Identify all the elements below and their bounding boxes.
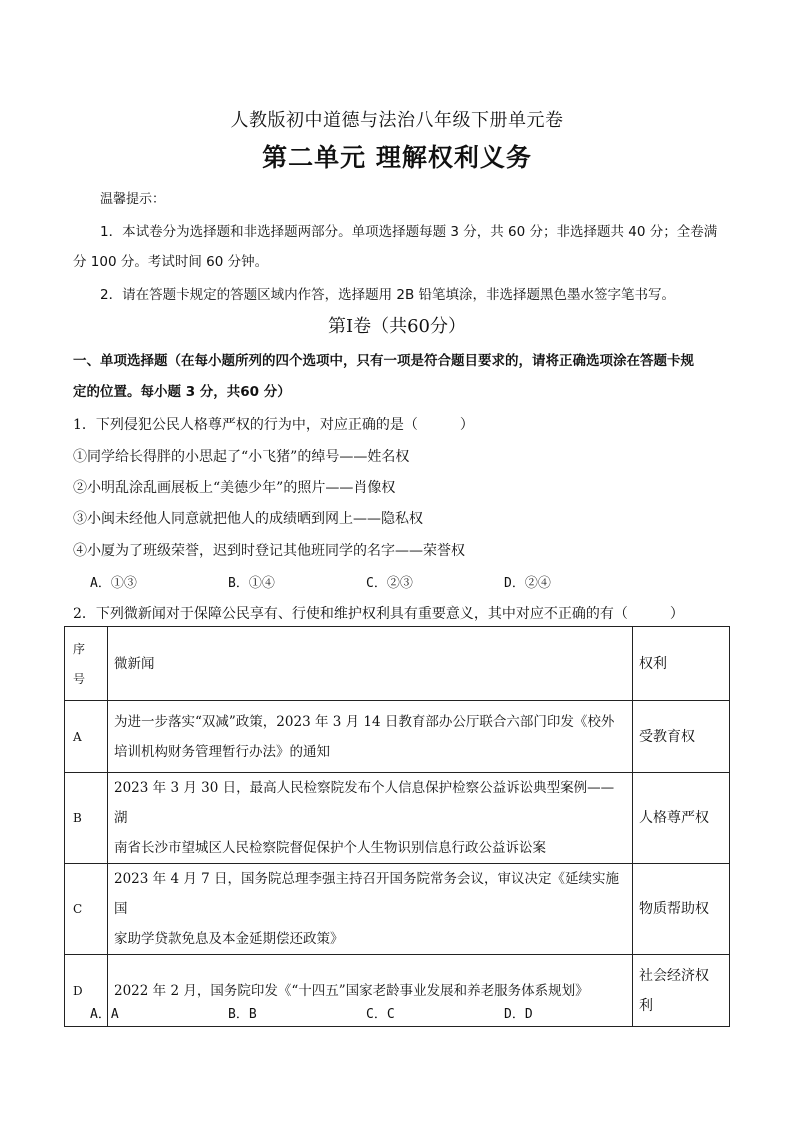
news-line: 为进一步落实“双减”政策，2023 年 3 月 14 日教育部办公厅联合六部门印发《校外 (114, 713, 615, 730)
option-b[interactable]: B．①④ (228, 576, 275, 591)
row-id: A (65, 701, 108, 773)
right-line: 社会经济权 (639, 967, 709, 984)
row-id: B (65, 773, 108, 864)
exam-subtitle: 人教版初中道德与法治八年级下册单元卷 (230, 110, 564, 131)
section-heading-line-2: 定的位置。每小题 3 分，共60 分） (73, 384, 291, 400)
notice-item-2: 2．请在答题卡规定的答题区域内作答，选择题用 2B 铅笔填涂，非选择题黑色墨水签字笔书写。 (100, 287, 676, 303)
right-line: 物质帮助权 (639, 901, 709, 917)
notice-item-1-line-2: 分 100 分。考试时间 60 分钟。 (73, 254, 269, 270)
question-1-statement: ①同学给长得胖的小思起了“小飞猪”的绰号——姓名权 (73, 449, 410, 465)
header-index-line-2: 号 (73, 671, 86, 686)
row-right (633, 773, 730, 864)
table-row (65, 864, 730, 955)
news-line: 2022 年 2 月，国务院印发《“十四五”国家老龄事业发展和养老服务体系规划》 (114, 982, 589, 999)
row-news (108, 701, 633, 773)
row-id: D (65, 955, 108, 1027)
header-cell-right: 权利 (633, 627, 730, 701)
notice-item-1-line-1: 1．本试卷分为选择题和非选择题两部分。单项选择题每题 3 分，共 60 分；非选择题共 40 分；全卷满 (100, 224, 718, 240)
option-d[interactable]: D．D (504, 1007, 533, 1022)
table-row (65, 773, 730, 864)
table-row (65, 701, 730, 773)
news-line: 培训机构财务管理暂行办法》的通知 (114, 743, 330, 760)
right-line: 人格尊严权 (639, 810, 709, 826)
option-c[interactable]: C．②③ (366, 576, 413, 591)
section-title: 第Ⅰ卷（共60分） (327, 316, 466, 337)
row-news (108, 864, 633, 955)
news-line: 南省长沙市望城区人民检察院督促保护个人生物识别信息行政公益诉讼案 (114, 840, 546, 856)
question-2-stem: 2．下列微新闻对于保障公民享有、行使和维护权利具有重要意义，其中对应不正确的有（ ） (73, 606, 684, 622)
question-2-options (90, 1003, 642, 1022)
question-1-stem: 1．下列侵犯公民人格尊严权的行为中，对应正确的是（ ） (73, 417, 474, 433)
option-c[interactable]: C．C (366, 1007, 395, 1022)
section-heading-line-1: 一、单项选择题（在每小题所列的四个选项中，只有一项是符合题目要求的，请将正确选项涂在答题卡规 (73, 353, 694, 369)
option-b[interactable]: B．B (228, 1007, 257, 1022)
question-1-statement: ②小明乱涂乱画展板上“美德少年”的照片——肖像权 (73, 480, 396, 496)
row-news (108, 773, 633, 864)
news-line: 2023 年 4 月 7 日，国务院总理李强主持召开国务院常务会议，审议决定《延续实施国 (114, 871, 619, 917)
table-header-row (65, 627, 730, 701)
option-d[interactable]: D．②④ (504, 576, 551, 591)
option-a[interactable]: A．A (90, 1007, 119, 1022)
header-index-line-1: 序 (73, 641, 86, 656)
option-a[interactable]: A．①③ (90, 576, 137, 591)
news-table (64, 626, 730, 1027)
news-line: 2023 年 3 月 30 日，最高人民检察院发布个人信息保护检察公益诉讼典型案例——湖 (114, 780, 615, 826)
row-right (633, 864, 730, 955)
header-cell-index (65, 627, 108, 701)
right-line: 利 (639, 997, 653, 1014)
row-right (633, 701, 730, 773)
row-right (633, 955, 730, 1027)
right-line: 受教育权 (639, 728, 695, 745)
news-line: 家助学贷款免息及本金延期偿还政策》 (114, 931, 344, 947)
notice-label: 温馨提示： (100, 192, 166, 207)
question-1-options (90, 572, 642, 591)
header-cell-news: 微新闻 (108, 627, 633, 701)
exam-title: 第二单元 理解权利义务 (262, 143, 532, 172)
row-id: C (65, 864, 108, 955)
question-1-statement: ④小厦为了班级荣誉，迟到时登记其他班同学的名字——荣誉权 (73, 543, 465, 559)
question-1-statement: ③小闽未经他人同意就把他人的成绩晒到网上——隐私权 (73, 511, 423, 527)
